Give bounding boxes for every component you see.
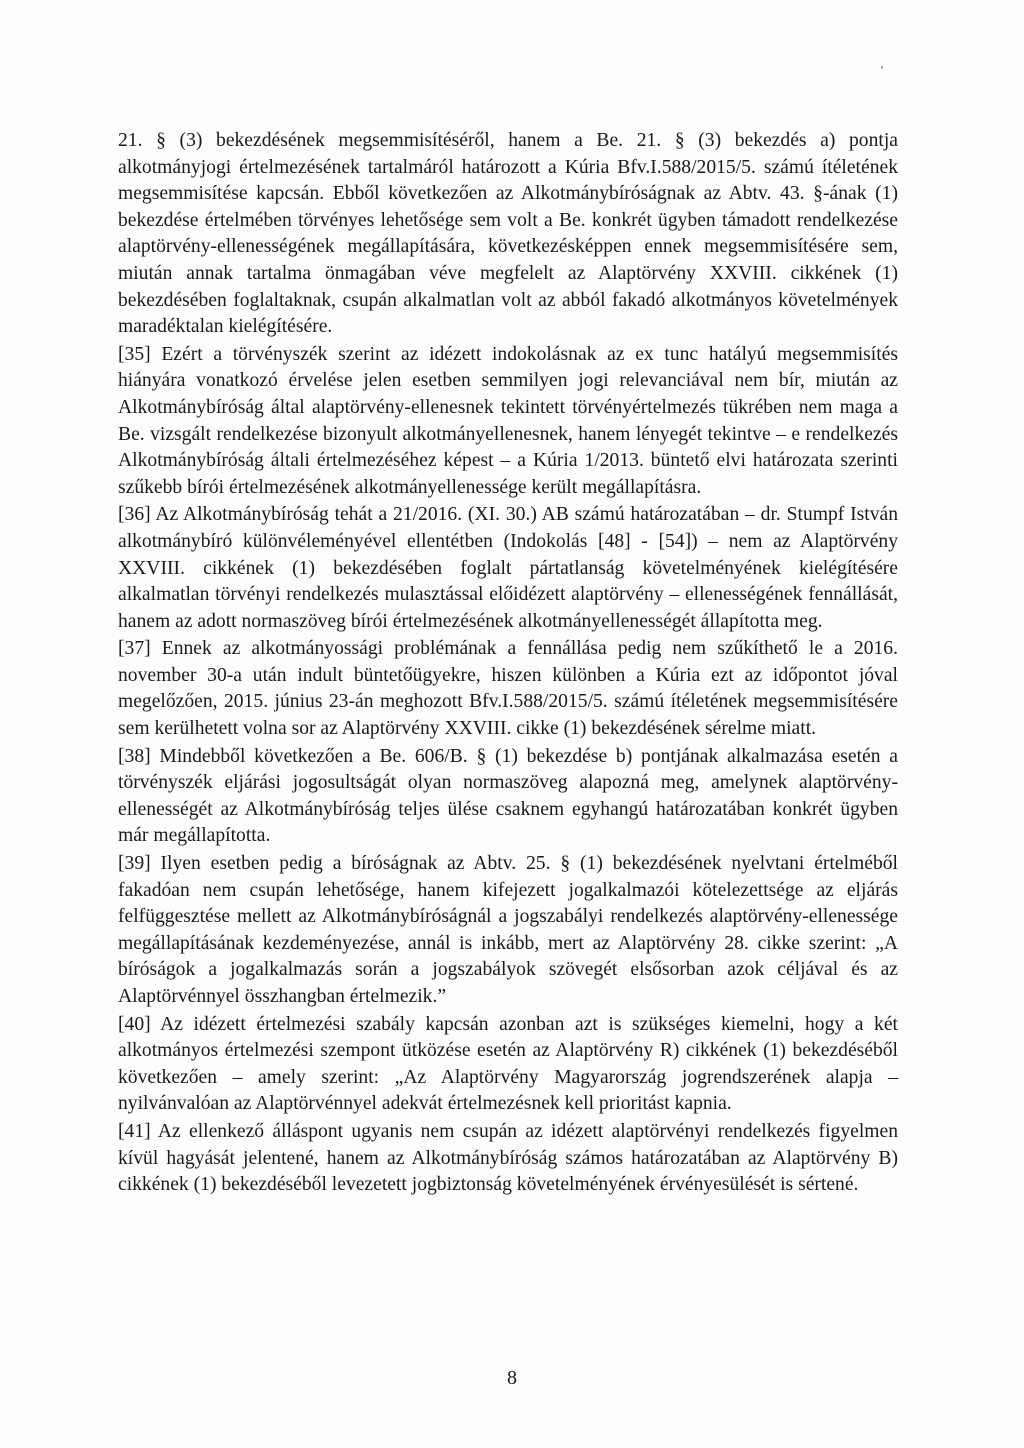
paragraph-35: [35] Ezért a törvényszék szerint az idézett indokolásnak az ex tunc hatályú megsemmisítés hiányára vonatkozó érvelése jelen esetben semmilyen jogi relevanciával nem bír, miután az Alkotmánybíróság által alaptörvény-ellenesnek tekintett törvényértelmezés tükrében nem maga a Be. vizsgált rendelkezése bizonyult alkotmányellenesnek, hanem lényegét tekintve – e rendelkezés Alkotmánybíróság általi értelmezéséhez képest – a Kúria 1/2013. büntető elvi határozata szerinti szűkebb bírói értelmezésének alkotmányellenessége került megállapításra. (118, 343, 898, 498)
paragraph-39: [39] Ilyen esetben pedig a bíróságnak az Abtv. 25. § (1) bekezdésének nyelvtani értelméből fakadóan nem csupán lehetősége, hanem kifejezett jogalkalmazói kötelezettsége az eljárás felfüggesztése mellett az Alkotmánybíróságnál a jogszabályi rendelkezés alaptörvény-ellenessége megállapításának kezdeményezése, annál is inkább, mert az Alaptörvény 28. cikke szerint: „A bíróságok a jogalkalmazás során a jogszabályok szövegét elsősorban azok céljával és az Alaptörvénnyel összhangban értelmezik.” (118, 853, 898, 1007)
paragraph-40: [40] Az idézett értelmezési szabály kapcsán azonban azt is szükséges kiemelni, hogy a két alkotmányos értelmezési szempont ütközése esetén az Alaptörvény R) cikkének (1) bekezdéséből következően – amely szerint: „Az Alaptörvény Magyarország jogrendszerének alapja – nyilvánvalóan az Alaptörvénnyel adekvát értelmezésnek kell prioritást kapnia. (118, 1013, 898, 1115)
page-number: 8 (507, 1367, 517, 1389)
paragraph-38: [38] Mindebből következően a Be. 606/B. § (1) bekezdése b) pontjának alkalmazása esetén a törvényszék eljárási jogosultságát olyan normaszöveg alapozná meg, amelynek alaptörvény-ellenességét az Alkotmánybíróság teljes ülése csaknem egyhangú határozatában konkrét ügyben már megállapította. (118, 745, 898, 847)
paragraph-41: [41] Az ellenkező álláspont ugyanis nem csupán az idézett alaptörvényi rendelkezés figyelmen kívül hagyását jelentené, hanem az Alkotmánybíróság számos határozatában az Alaptörvény B) cikkének (1) bekezdéséből levezetett jogbiztonság követelményének érvényesülését is sértené. (118, 1120, 898, 1196)
paragraph-37: [37] Ennek az alkotmányossági problémának a fennállása pedig nem szűkíthető le a 2016. november 30-a után indult büntetőügyekre, hiszen különben a Kúria ezt az időpontot jóval megelőzően, 2015. június 23-án meghozott Bfv.I.588/2015/5. számú ítéletének megsemmisítésére sem kerülhetett volna sor az Alaptörvény XXVIII. cikke (1) bekezdésének sérelme miatt. (118, 638, 898, 740)
scan-speck (881, 66, 883, 69)
paragraph-36: [36] Az Alkotmánybíróság tehát a 21/2016. (XI. 30.) AB számú határozatában – dr. Stumpf István alkotmánybíró különvéleményével ellentétben (Indokolás [48] - [54]) – nem az Alaptörvény XXVIII. cikkének (1) bekezdésében foglalt pártatlanság követelményének kielégítésére alkalmatlan törvényi rendelkezés mulasztással előidézett alaptörvény – ellenességének fennállását, hanem az adott normaszöveg bírói értelmezésének alkotmányellenességét állapította meg. (118, 504, 898, 632)
document-body (118, 128, 898, 1200)
paragraph-continuation: 21. § (3) bekezdésének megsemmisítéséről, hanem a Be. 21. § (3) bekezdés a) pontja alkotmányjogi értelmezésének tartalmáról határozott a Kúria Bfv.I.588/2015/5. számú ítéletének megsemmisítése kapcsán. Ebből következően az Alkotmánybíróságnak az Abtv. 43. §-ának (1) bekezdése értelmében törvényes lehetősége sem volt a Be. konkrét ügyben támadott rendelkezése alaptörvény-ellenességének megállapítására, következésképpen ennek megsemmisítésére sem, miután annak tartalma önmagában véve megfelelt az Alaptörvény XXVIII. cikkének (1) bekezdésében foglaltaknak, csupán alkalmatlan volt az abból fakadó alkotmányos követelmények maradéktalan kielégítésére. (118, 130, 898, 338)
